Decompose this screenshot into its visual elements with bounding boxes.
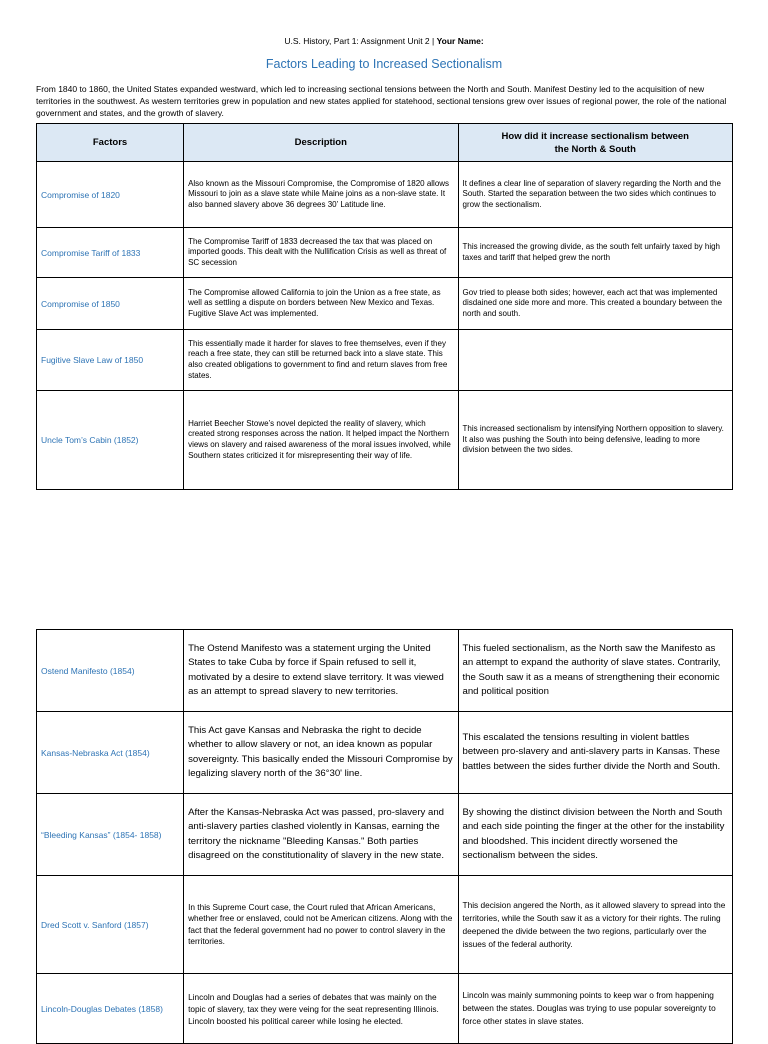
description-cell: The Ostend Manifesto was a statement urging the United States to take Cuba by force if Spain refused to sell it, motivated by a desire to extend slave territory. It was viewed as an attempt to spread slavery to new territories. <box>184 630 458 712</box>
factor-cell: Kansas-Nebraska Act (1854) <box>37 712 184 794</box>
description-cell: In this Supreme Court case, the Court ruled that African Americans, whether free or enslaved, could not be American citizens. Along with the fact that the federal government had no power to control slavery in the territories. <box>184 876 458 974</box>
impact-column-header <box>458 124 732 162</box>
table-row <box>37 228 733 278</box>
table-row <box>37 712 733 794</box>
table-row <box>37 330 733 391</box>
course-label: U.S. History, Part 1: Assignment Unit 2 | <box>284 36 435 46</box>
impact-cell <box>458 330 732 391</box>
impact-cell: By showing the distinct division between the North and South and each side pointing the finger at the other for the instability and bloodshed. This incident directly worsened the sectionalism between the sides. <box>458 794 732 876</box>
impact-cell: Gov tried to please both sides; however, each act that was implemented disdained one side more and more. This created a boundary between the north and south. <box>458 278 732 330</box>
sectionalism-table-part2 <box>36 629 733 1044</box>
factor-cell: Uncle Tom’s Cabin (1852) <box>37 391 184 490</box>
sectionalism-table-part1 <box>36 123 733 490</box>
factors-column-header: Factors <box>37 124 184 162</box>
factor-cell: “Bleeding Kansas” (1854- 1858) <box>37 794 184 876</box>
impact-cell: This increased sectionalism by intensifying Northern opposition to slavery. It also was pushing the South into being defensive, leading to more division between the two sides. <box>458 391 732 490</box>
factor-cell: Dred Scott v. Sanford (1857) <box>37 876 184 974</box>
factor-cell: Compromise of 1820 <box>37 162 184 228</box>
impact-cell: It defines a clear line of separation of slavery regarding the North and the South. Started the separation between the two sides which continues to grow the sectionalism. <box>458 162 732 228</box>
description-cell: Lincoln and Douglas had a series of debates that was mainly on the topic of slavery, tax they were veing for the seat representing Illinois. Lincoln boosted his political career while losing he elected. <box>184 974 458 1044</box>
table-row <box>37 794 733 876</box>
description-cell: This Act gave Kansas and Nebraska the right to decide whether to allow slavery or not, an idea known as popular sovereignty. This basically ended the Missouri Compromise by legalizing slavery north of the 36°30' line. <box>184 712 458 794</box>
table-row <box>37 278 733 330</box>
description-cell: After the Kansas-Nebraska Act was passed, pro-slavery and anti-slavery parties clashed violently in Kansas, earning the territory the nickname "Bleeding Kansas." Both parties disagreed on the constitutionality of slavery in the new state. <box>184 794 458 876</box>
document-header <box>0 36 768 46</box>
factor-cell: Ostend Manifesto (1854) <box>37 630 184 712</box>
impact-cell: This escalated the tensions resulting in violent battles between pro-slavery and anti-slavery parts in Kansas. These battles between the sides further divide the North and South. <box>458 712 732 794</box>
impact-header-line2: the North & South <box>554 143 636 155</box>
impact-cell: This increased the growing divide, as the south felt unfairly taxed by high taxes and tariff that helped grew the north <box>458 228 732 278</box>
intro-paragraph: From 1840 to 1860, the United States expanded westward, which led to increasing sectional tensions between the North and South. Manifest Destiny led to the acquisition of new territories in the southwest. As western territories grew in population and new states applied for statehood, sectional tensions grew over issues of regional power, the role of the national government and states, and the growth of slavery. <box>36 84 727 118</box>
impact-cell: Lincoln was mainly summoning points to keep war o from happening between the states. Douglas was trying to use popular sovereignty to force other states in slave states. <box>458 974 732 1044</box>
your-name-label: Your Name: <box>436 36 484 46</box>
description-cell: Also known as the Missouri Compromise, the Compromise of 1820 allows Missouri to join as a slave state while Maine joins as a non-slave state. It also banned slavery above 36 degrees 30’ Latitude line. <box>184 162 458 228</box>
page-title: Factors Leading to Increased Sectionalism <box>265 57 503 71</box>
table-row <box>37 974 733 1044</box>
description-column-header: Description <box>184 124 458 162</box>
table-row <box>37 876 733 974</box>
impact-header-line1: How did it increase sectionalism between <box>501 130 689 142</box>
table-row <box>37 162 733 228</box>
factor-cell: Fugitive Slave Law of 1850 <box>37 330 184 391</box>
description-cell: This essentially made it harder for slaves to free themselves, even if they reach a free state, they can still be returned back into a slave state. This also created obligations to government to find and return slaves from free states. <box>184 330 458 391</box>
table-row <box>37 391 733 490</box>
factor-cell: Compromise Tariff of 1833 <box>37 228 184 278</box>
description-cell: The Compromise allowed California to join the Union as a free state, as well as settling a dispute on borders between New Mexico and Texas. Fugitive Slave Act was implemented. <box>184 278 458 330</box>
table-header-row <box>37 124 733 162</box>
description-cell: Harriet Beecher Stowe’s novel depicted the reality of slavery, which created strong responses across the nation. It helped impact the Northern views on slavery and raised awareness of the moral issues involved, while Southern states criticized it for misrepresenting their way of life. <box>184 391 458 490</box>
table-row <box>37 630 733 712</box>
factor-cell: Compromise of 1850 <box>37 278 184 330</box>
factor-cell: Lincoln-Douglas Debates (1858) <box>37 974 184 1044</box>
impact-cell: This fueled sectionalism, as the North saw the Manifesto as an attempt to expand the authority of slave states. Contrarily, the South saw it as a means of strengthening their economic and political position <box>458 630 732 712</box>
description-cell: The Compromise Tariff of 1833 decreased the tax that was placed on imported goods. This dealt with the Nullification Crisis as well as threat of SC secession <box>184 228 458 278</box>
impact-cell: This decision angered the North, as it allowed slavery to spread into the territories, while the South saw it as a victory for their rights. The ruling deepened the divide between the two regions, particularly over the issues of the federal authority. <box>458 876 732 974</box>
